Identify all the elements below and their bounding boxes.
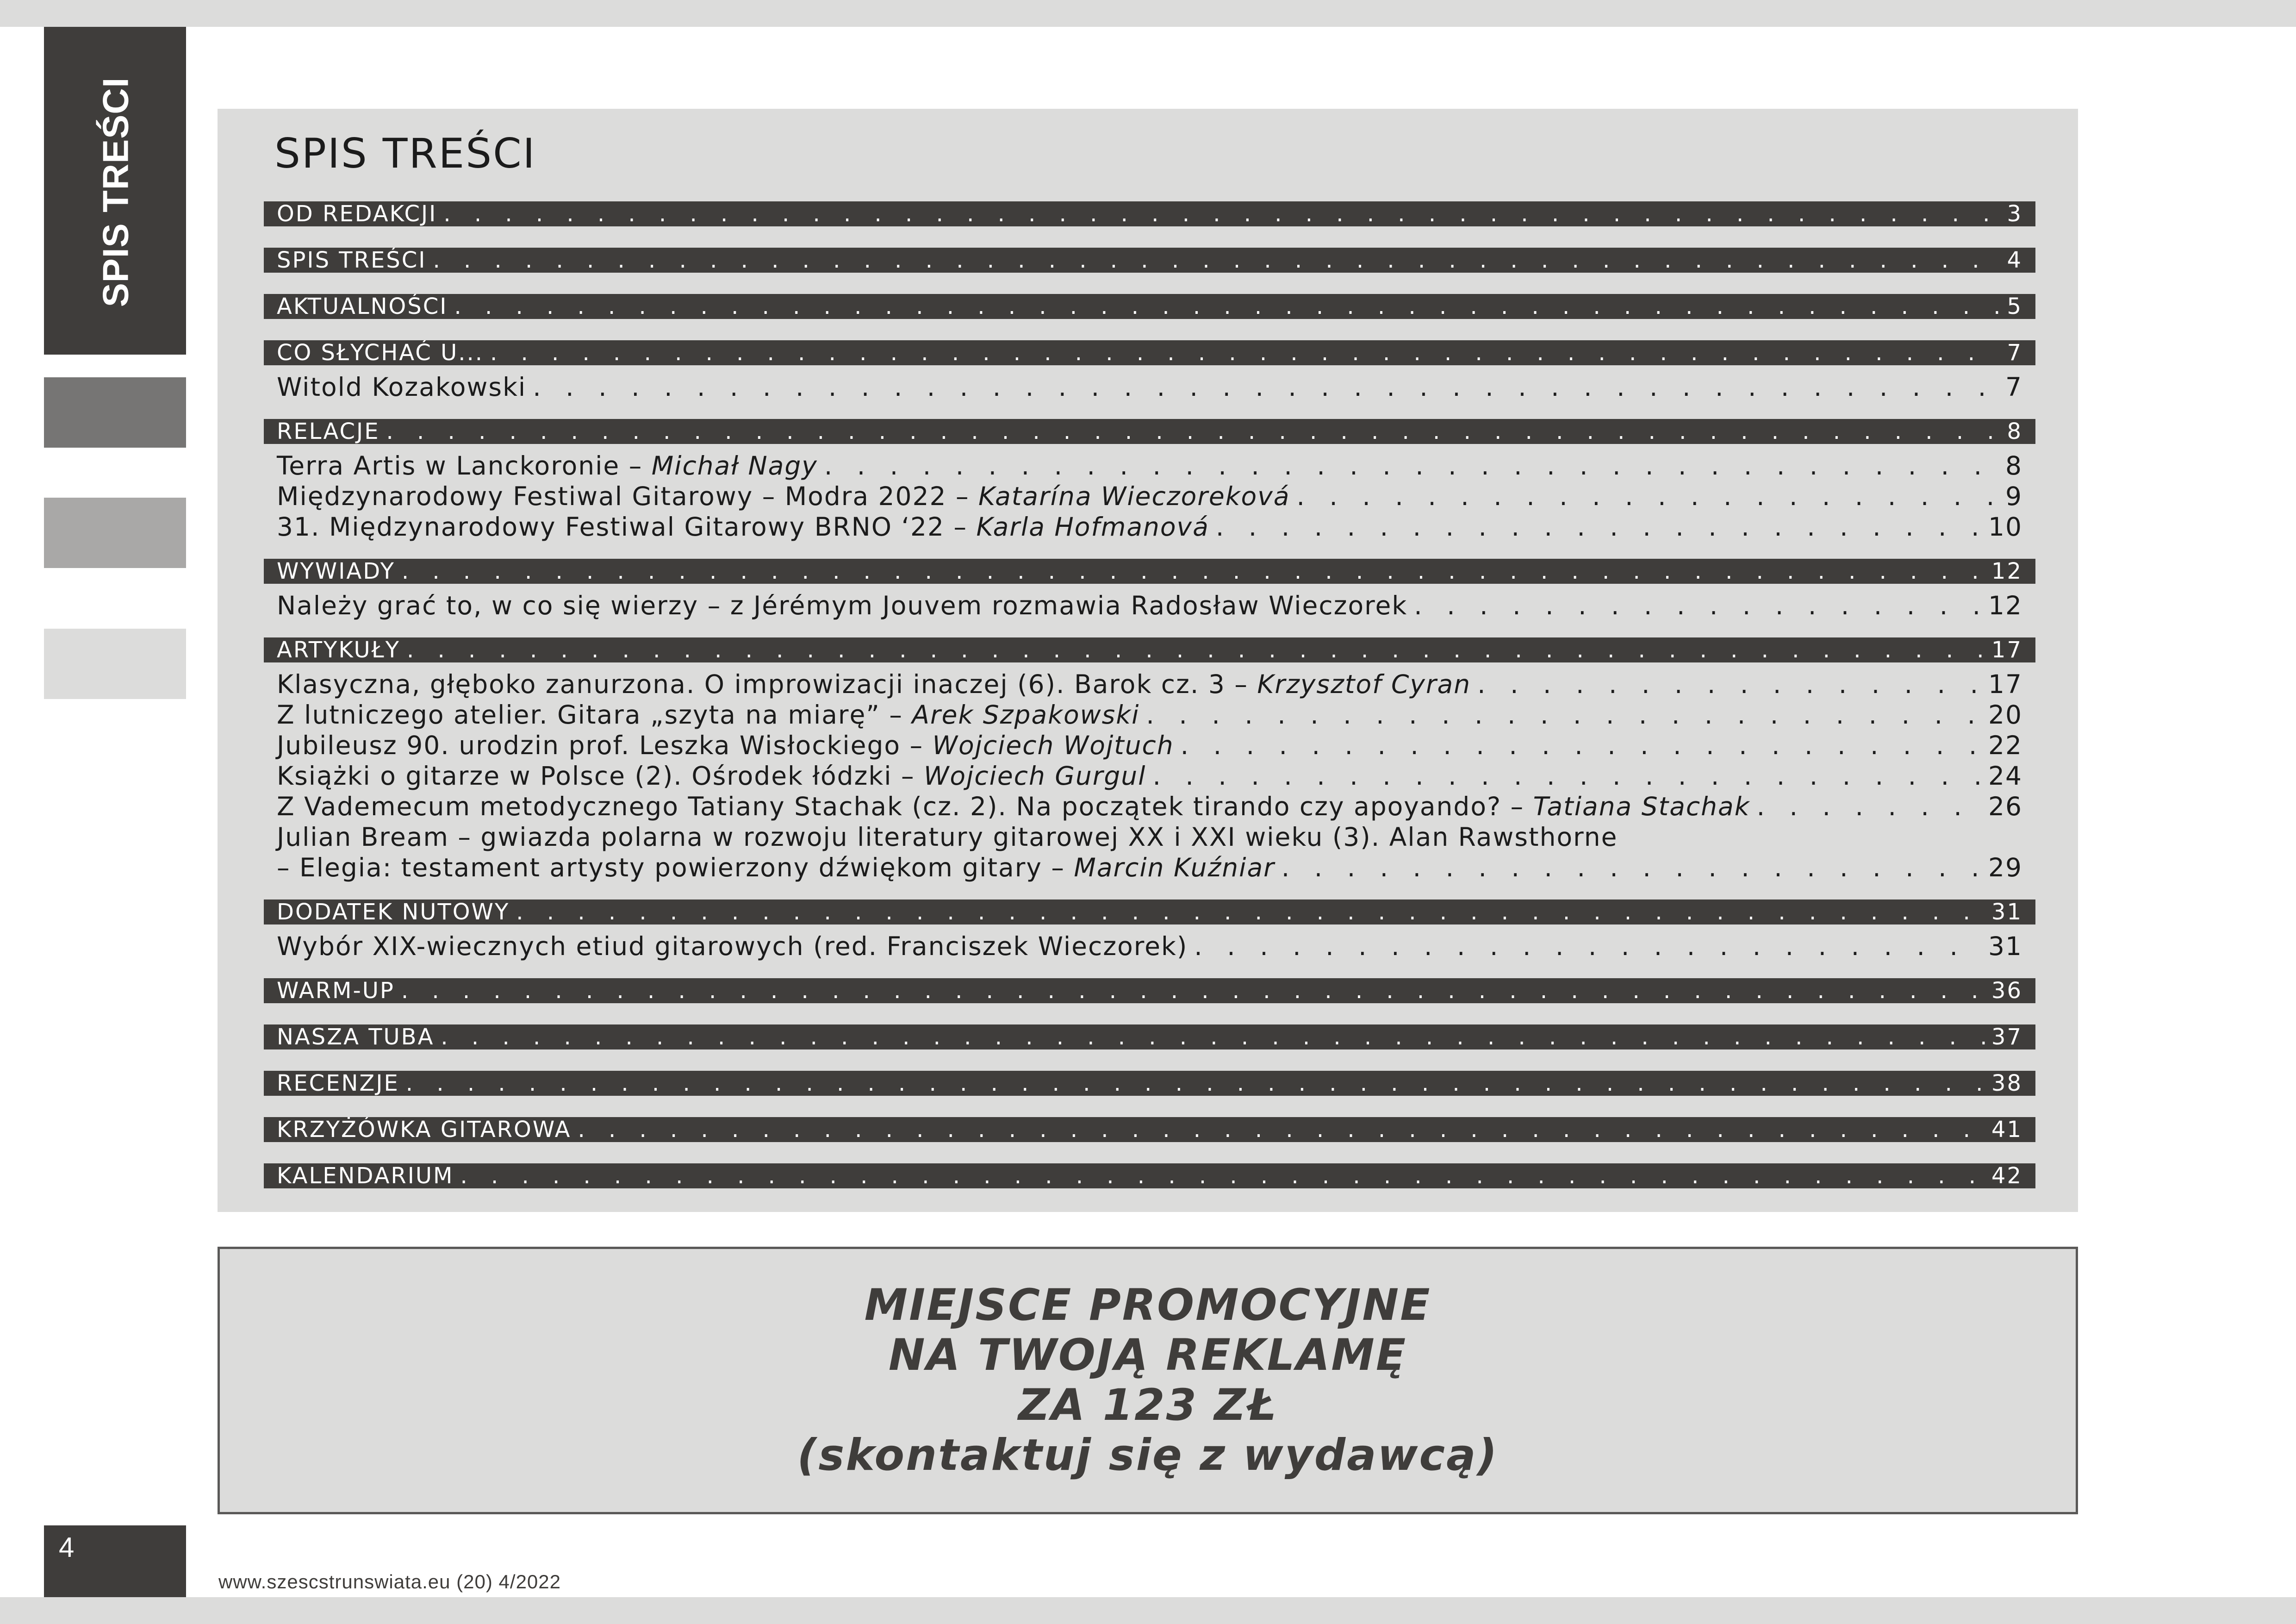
toc-leader-dots [1152,761,1982,791]
toc-entry-title: Julian Bream – gwiazda polarna w rozwoju literatury gitarowej XX i XXI wieku (3). Alan Rawsthorne [277,822,1618,852]
toc-entry-title: Terra Artis w Lanckoronie – [277,451,652,481]
toc-leader-dots [441,1024,1985,1049]
toc-entry[interactable] [264,852,2035,883]
toc-entry-title: Z lutniczego atelier. Gitara „szyta na miarę” – [277,700,912,730]
table-of-contents [218,109,2078,1212]
toc-leader-dots [578,1117,1985,1142]
toc-section-header[interactable] [264,1024,2035,1049]
toc-section-label: RECENZJE [277,1071,399,1096]
toc-entry-author: Marcin Kuźniar [1074,853,1275,882]
toc-section-page: 37 [1991,1024,2022,1049]
toc-section-header[interactable] [264,559,2035,584]
toc-section-label: AKTUALNOŚCI [277,294,448,319]
toc-entry-label [277,853,1275,882]
toc-entry-page: 22 [1988,731,2022,760]
toc-entry-page: 12 [1988,591,2022,620]
toc-section-header[interactable] [264,294,2035,319]
toc-section-label: NASZA TUBA [277,1024,435,1049]
toc-entry[interactable] [264,450,2035,481]
toc-entry-page: 8 [2005,451,2022,481]
toc-entry-page: 7 [2005,372,2022,402]
toc-entry[interactable] [264,761,2035,791]
toc-entry-title: Jubileusz 90. urodzin prof. Leszka Wisłockiego – [277,731,933,760]
toc-entry-title: Książki o gitarze w Polsce (2). Ośrodek łódzki – [277,761,924,791]
toc-section-label: KRZYŻÓWKA GITAROWA [277,1117,572,1142]
toc-section-header[interactable] [264,419,2035,444]
promo-line: ZA 123 ZŁ [1018,1380,1277,1430]
toc-section-label: OD REDAKCJI [277,201,437,226]
toc-section-page: 38 [1991,1071,2022,1096]
promo-line: (skontaktuj się z wydawcą) [797,1430,1499,1480]
toc-leader-dots [406,1071,1985,1096]
toc-entry-page: 17 [1988,669,2022,699]
toc-leader-dots [1216,512,1982,542]
toc-section-page: 8 [2007,419,2022,444]
toc-entry-page: 26 [1988,792,2022,821]
bottom-strip [0,1597,2296,1624]
toc-section-header[interactable] [264,978,2035,1003]
footer-url: www.szescstrunswiata.eu (20) 4/2022 [218,1571,561,1593]
toc-entry-label [277,822,1618,852]
toc-section-page: 3 [2007,201,2022,226]
side-section-label: SPIS TREŚCI [95,77,136,307]
toc-entry-label [277,731,1174,760]
toc-entry-title: Z Vademecum metodycznego Tatiany Stachak (cz. 2). Na początek tirando czy apoyando? – [277,792,1533,821]
toc-entry-page: 29 [1988,853,2022,882]
toc-entry-title: Witold Kozakowski [277,372,527,402]
toc-entry-title: Należy grać to, w co się wierzy – z Jérémym Jouvem rozmawia Radosław Wieczorek [277,591,1408,620]
toc-entry-label [277,481,1290,511]
toc-section-label: WYWIADY [277,559,395,584]
toc-leader-dots [490,340,2000,365]
promo-line: NA TWOJĄ REKLAMĘ [888,1330,1407,1380]
toc-entry-title: Wybór XIX-wiecznych etiud gitarowych (red. Franciszek Wieczorek) [277,931,1188,961]
toc-list [264,201,2035,1188]
toc-section-header[interactable] [264,201,2035,226]
toc-entry-page: 10 [1988,512,2022,542]
toc-entry-label [277,591,1407,620]
toc-entry-author: Karla Hofmanová [976,512,1209,542]
toc-entry-label [277,451,818,481]
toc-entry-author: Tatiana Stachak [1533,792,1750,821]
toc-leader-dots [454,294,2000,319]
toc-entry[interactable] [264,512,2035,542]
toc-entry[interactable] [264,931,2035,962]
toc-section-header[interactable] [264,1071,2035,1096]
toc-section-header[interactable] [264,637,2035,662]
toc-entry-author: Michał Nagy [651,451,818,481]
toc-section-label: ARTYKUŁY [277,637,400,662]
toc-entry-author: Krzysztof Cyran [1257,669,1471,699]
toc-entry-title: – Elegia: testament artysty powierzony dźwiękom gitary – [277,853,1074,882]
toc-entry-title: 31. Międzynarodowy Festiwal Gitarowy BRNO ‘22 – [277,512,977,542]
toc-leader-dots [1477,669,1982,699]
toc-section-label: WARM-UP [277,978,395,1003]
color-swatch-dark [44,377,186,448]
toc-leader-dots [1181,731,1982,760]
toc-leader-dots [516,899,1985,924]
toc-section-page: 17 [1991,637,2022,662]
toc-entry-label [277,512,1209,542]
toc-leader-dots [1194,931,1982,961]
toc-section-page: 42 [1991,1163,2022,1188]
toc-section-label: CO SŁYCHAĆ U... [277,340,484,365]
toc-leader-dots [443,201,2000,226]
toc-entry-author: Katarína Wieczoreková [978,481,1290,511]
toc-section-header[interactable] [264,1117,2035,1142]
toc-leader-dots [402,559,1985,584]
promo-line: MIEJSCE PROMOCYJNE [864,1280,1431,1330]
toc-leader-dots [1282,853,1982,882]
toc-section-label: DODATEK NUTOWY [277,899,510,924]
toc-leader-dots [1414,591,1982,620]
toc-entry[interactable] [264,730,2035,761]
toc-section-page: 12 [1991,559,2022,584]
toc-section-page: 4 [2007,248,2022,273]
toc-leader-dots [460,1163,1985,1188]
toc-entry-page: 9 [2005,481,2022,511]
toc-entry-author: Wojciech Gurgul [924,761,1146,791]
toc-entry-label [277,700,1139,730]
toc-section-page: 5 [2007,294,2022,319]
toc-entry-page: 24 [1988,761,2022,791]
top-strip [0,0,2296,27]
toc-section-page: 7 [2007,340,2022,365]
toc-section-header[interactable] [264,1163,2035,1188]
toc-entry-title: Klasyczna, głęboko zanurzona. O improwizacji inaczej (6). Barok cz. 3 – [277,669,1257,699]
toc-section-header[interactable] [264,248,2035,273]
toc-section-page: 41 [1991,1117,2022,1142]
toc-entry-author: Wojciech Wojtuch [932,731,1174,760]
toc-section-header[interactable] [264,899,2035,924]
page-number: 4 [59,1532,75,1563]
toc-section-label: SPIS TREŚCI [277,248,427,273]
toc-entry-label [277,669,1471,699]
toc-leader-dots [1296,481,1999,511]
toc-entry-label [277,761,1146,791]
toc-entry[interactable] [264,700,2035,730]
toc-entry-label [277,792,1750,821]
toc-entry[interactable] [264,822,2035,852]
toc-entry[interactable] [264,791,2035,822]
toc-leader-dots [433,248,2000,273]
toc-entry-title: Międzynarodowy Festiwal Gitarowy – Modra 2022 – [277,481,978,511]
color-swatch-light [44,629,186,699]
promo-box [218,1247,2078,1514]
toc-section-page: 31 [1991,899,2022,924]
toc-entry-label [277,931,1188,961]
toc-section-page: 36 [1991,978,2022,1003]
toc-leader-dots [824,451,1999,481]
toc-section-header[interactable] [264,340,2035,365]
toc-section-label: RELACJE [277,419,380,444]
toc-entry-label [277,372,526,402]
toc-leader-dots [386,419,2001,444]
toc-entry[interactable] [264,669,2035,700]
toc-entry[interactable] [264,481,2035,512]
toc-leader-dots [401,978,1985,1003]
toc-entry[interactable] [264,590,2035,621]
toc-leader-dots [533,372,1999,402]
toc-title: SPIS TREŚCI [274,130,536,177]
toc-entry[interactable] [264,372,2035,402]
toc-entry-author: Arek Szpakowski [912,700,1140,730]
color-swatch-mid [44,498,186,568]
toc-entry-page: 31 [1988,931,2022,961]
toc-entry-page: 20 [1988,700,2022,730]
toc-section-label: KALENDARIUM [277,1163,454,1188]
toc-leader-dots [1757,792,1982,821]
toc-leader-dots [407,637,1985,662]
toc-leader-dots [1146,700,1982,730]
